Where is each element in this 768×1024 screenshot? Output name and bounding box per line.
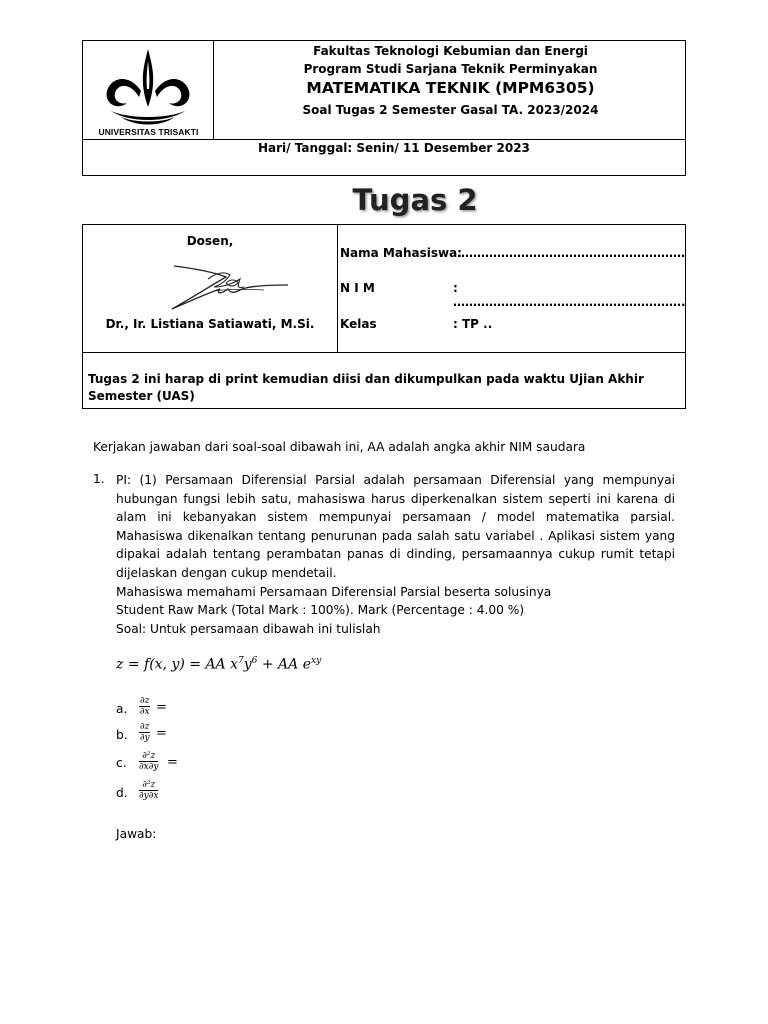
equation-part-3: + AA e: [257, 656, 311, 673]
signature: [168, 259, 293, 314]
assignment-info: Soal Tugas 2 Semester Gasal TA. 2023/2024: [302, 103, 599, 117]
soal-text: Soal: Untuk persamaan dibawah ini tulislah: [116, 622, 381, 636]
question-line-3: Student Raw Mark (Total Mark : 100%). Mark (Percentage : 4.00 %): [116, 603, 525, 618]
date-line: Hari/ Tanggal: Senin/ 11 Desember 2023: [258, 141, 530, 155]
dosen-label: Dosen,: [186, 234, 234, 248]
part-d-fraction: [139, 780, 158, 801]
part-a-numerator: ∂z: [140, 696, 150, 706]
part-b-label: b.: [116, 728, 128, 742]
part-c-label: c.: [116, 756, 127, 770]
main-equation: [116, 656, 321, 673]
name-label: Nama Mahasiswa:: [340, 246, 462, 260]
instructions: Kerjakan jawaban dari soal-soal dibawah ini, AA adalah angka akhir NIM saudara: [93, 440, 586, 454]
part-b-fraction: [139, 722, 150, 743]
faculty-name: Fakultas Teknologi Kebumian dan Energi: [313, 44, 588, 58]
part-a-label: a.: [116, 702, 128, 716]
part-d-numerator: ∂²z: [139, 780, 158, 791]
part-a-denominator: ∂x: [139, 707, 150, 717]
part-b-equals: =: [156, 726, 167, 741]
part-b-denominator: ∂y: [139, 733, 150, 743]
part-c-denominator: ∂x∂y: [139, 762, 159, 772]
part-d-label: d.: [116, 786, 128, 800]
equation-exp-2: 6: [251, 656, 258, 666]
dosen-name: Dr., Ir. Listiana Satiawati, M.Si.: [105, 317, 315, 331]
student-box-vdivider: [337, 225, 338, 352]
class-label: Kelas: [340, 317, 377, 331]
part-a-equals: =: [156, 700, 167, 715]
part-d-denominator: ∂y∂x: [139, 791, 159, 801]
equation-exp-3: xy: [311, 656, 322, 666]
equation-part-1: z = f(x, y) = AA x: [116, 656, 239, 673]
name-field: …………………………………………………: [457, 246, 685, 260]
answer-label: Jawab:: [116, 827, 157, 841]
university-name: UNIVERSITAS TRISAKTI: [98, 127, 199, 137]
part-c-fraction: [139, 751, 158, 772]
part-a-fraction: [139, 696, 150, 717]
header-info: [214, 41, 687, 139]
part-c-equals: =: [167, 755, 178, 770]
question-text: [116, 471, 675, 620]
class-field: : TP ..: [453, 317, 493, 331]
question-line-2: Mahasiswa memahami Persamaan Diferensial Parsial beserta solusinya: [116, 584, 552, 599]
question-number: 1.: [93, 472, 105, 486]
nim-field: : ………………………………………………….: [453, 281, 686, 309]
part-b-numerator: ∂z: [140, 722, 150, 732]
header-box: [82, 40, 686, 176]
equation-exp-1: 7: [238, 656, 244, 666]
page-title: Tugas 2: [352, 183, 478, 217]
trisakti-logo: [101, 47, 196, 127]
program-name: Program Studi Sarjana Teknik Perminyakan: [303, 62, 598, 76]
student-box: [82, 224, 686, 409]
course-name: MATEMATIKA TEKNIK (MPM6305): [306, 79, 595, 97]
equation-part-2: y: [243, 656, 252, 673]
logo-cell: [83, 41, 214, 139]
nim-label: N I M: [340, 281, 375, 295]
notice-text: Tugas 2 ini harap di print kemudian diisi dan dikumpulkan pada waktu Ujian Akhir Semester (UAS): [88, 372, 644, 403]
question-paragraph: PI: (1) Persamaan Diferensial Parsial adalah persamaan Diferensial yang mempunyai hubungan fungsi lebih satu, mahasiswa harus diperkenalkan sistem seperti ini karena di alam ini kebanyakan sistem mempunyai persamaan / model matematika parsial. Mahasiswa dikenalkan tentang penurunan pada salah satu variabel . Aplikasi sistem yang dipakai adalah tentang perambatan panas di dinding, persamaannya cukup rumit tetapi dijelaskan dengan cukup mendetail.: [116, 473, 675, 580]
header-divider: [83, 139, 685, 140]
student-box-hdivider: [83, 352, 685, 353]
part-c-numerator: ∂²z: [139, 751, 158, 762]
